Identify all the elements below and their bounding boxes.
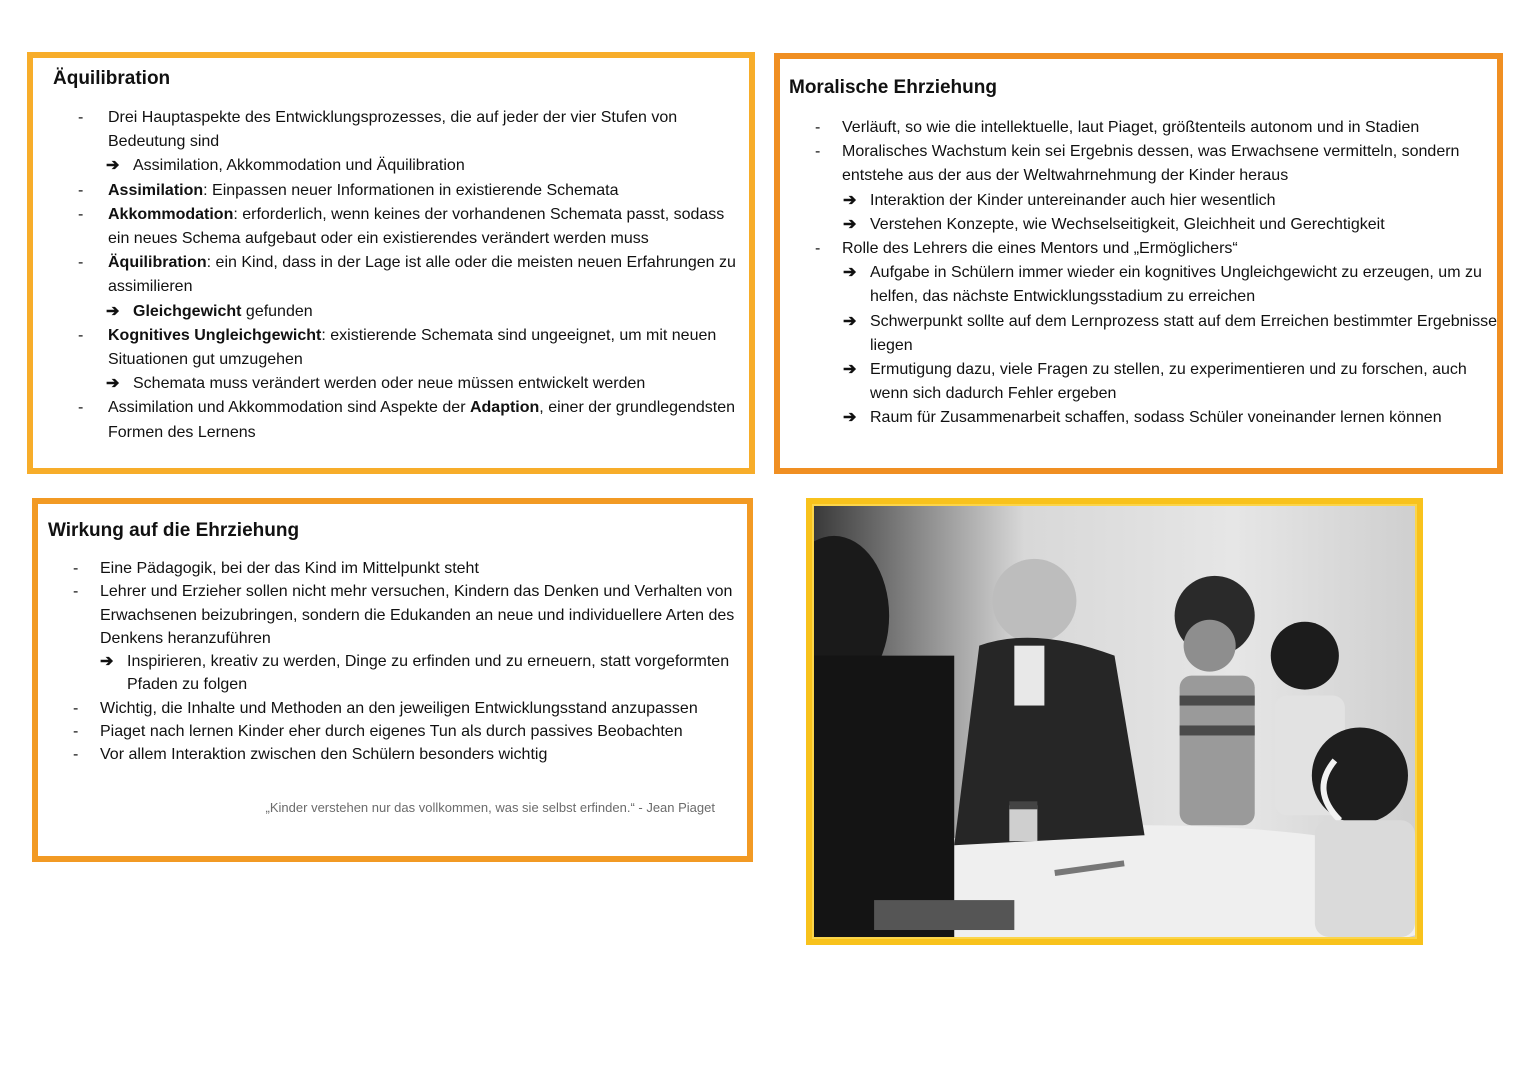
list-subitem: ➔ Schemata muss verändert werden oder neue müssen entwickelt werden bbox=[78, 372, 748, 396]
list-subitem: ➔ Raum für Zusammenarbeit schaffen, sodass Schüler voneinander lernen können bbox=[815, 406, 1500, 430]
equilibration-box bbox=[27, 52, 755, 474]
list-item: - Moralisches Wachstum kein sei Ergebnis dessen, was Erwachsene vermitteln, sondern entstehe aus der aus der Weltwahrnehmung der Kinder heraus bbox=[815, 140, 1500, 188]
list-subitem: ➔ Schwerpunkt sollte auf dem Lernprozess statt auf dem Erreichen bestimmter Ergebnisse liegen bbox=[815, 310, 1500, 358]
arrow-icon: ➔ bbox=[106, 302, 120, 320]
arrow-icon: ➔ bbox=[106, 157, 120, 175]
list-item: - Akkommodation: erforderlich, wenn keines der vorhandenen Schemata passt, sodass ein neues Schema aufgebaut oder ein existierendes verändert werden muss bbox=[78, 203, 748, 251]
arrow-icon: ➔ bbox=[843, 264, 857, 282]
arrow-icon: ➔ bbox=[843, 312, 857, 330]
list-item: - Kognitives Ungleichgewicht: existierende Schemata sind ungeeignet, um mit neuen Situationen gut umzugehen bbox=[78, 324, 748, 372]
arrow-icon: ➔ bbox=[843, 215, 857, 233]
arrow-icon: ➔ bbox=[106, 375, 120, 393]
moral-education-title: Moralische Ehrziehung bbox=[789, 77, 997, 98]
effect-on-education-title: Wirkung auf die Ehrziehung bbox=[48, 520, 300, 541]
moral-education-list bbox=[815, 116, 1500, 431]
arrow-icon: ➔ bbox=[843, 409, 857, 427]
arrow-icon: ➔ bbox=[100, 653, 114, 671]
arrow-icon: ➔ bbox=[843, 191, 857, 209]
list-subitem: ➔ Assimilation, Akkommodation und Äquilibration bbox=[78, 154, 748, 178]
list-subitem: ➔ Ermutigung dazu, viele Fragen zu stellen, zu experimentieren und zu forschen, auch wenn sich dadurch Fehler ergeben bbox=[815, 358, 1500, 406]
list-item: - Drei Hauptaspekte des Entwicklungsprozesses, die auf jeder der vier Stufen von Bedeutung sind bbox=[78, 106, 748, 154]
list-subitem: ➔ Inspirieren, kreativ zu werden, Dinge zu erfinden und zu erneuern, statt vorgeformten Pfaden zu folgen bbox=[73, 650, 738, 697]
photo-frame bbox=[806, 498, 1423, 945]
list-subitem: ➔ Verstehen Konzepte, wie Wechselseitigkeit, Gleichheit und Gerechtigkeit bbox=[815, 213, 1500, 237]
classroom-photo-illustration bbox=[814, 506, 1415, 937]
list-item: - Verläuft, so wie die intellektuelle, laut Piaget, größtenteils autonom und in Stadien bbox=[815, 116, 1500, 140]
list-item: - Lehrer und Erzieher sollen nicht mehr versuchen, Kindern das Denken und Verhalten von Erwachsenen beizubringen, sondern die Edukanden an neue und individuellere Arten des Denkens heranzuführen bbox=[73, 580, 738, 650]
list-item: - Wichtig, die Inhalte und Methoden an den jeweiligen Entwicklungsstand anzupassen bbox=[73, 697, 738, 720]
list-subitem: ➔ Aufgabe in Schülern immer wieder ein kognitives Ungleichgewicht zu erzeugen, um zu helfen, das nächste Entwicklungsstadium zu erreichen bbox=[815, 261, 1500, 309]
effect-on-education-box bbox=[32, 498, 753, 862]
list-item: - Äquilibration: ein Kind, dass in der Lage ist alle oder die meisten neuen Erfahrungen zu assimilieren bbox=[78, 251, 748, 299]
list-item: - Piaget nach lernen Kinder eher durch eigenes Tun als durch passives Beobachten bbox=[73, 720, 738, 743]
list-item: - Eine Pädagogik, bei der das Kind im Mittelpunkt steht bbox=[73, 557, 738, 580]
classroom-photo bbox=[814, 506, 1415, 937]
piaget-quote: „Kinder verstehen nur das vollkommen, was sie selbst erfinden.“ - Jean Piaget bbox=[265, 800, 715, 815]
equilibration-list bbox=[78, 106, 748, 445]
list-item: - Assimilation und Akkommodation sind Aspekte der Adaption, einer der grundlegendsten Formen des Lernens bbox=[78, 396, 748, 444]
equilibration-title: Äquilibration bbox=[53, 68, 171, 89]
list-item: - Rolle des Lehrers die eines Mentors und „Ermöglichers“ bbox=[815, 237, 1500, 261]
list-item: - Assimilation: Einpassen neuer Informationen in existierende Schemata bbox=[78, 179, 748, 203]
list-subitem: ➔ Gleichgewicht gefunden bbox=[78, 300, 748, 324]
effect-on-education-list bbox=[73, 557, 738, 767]
list-item: - Vor allem Interaktion zwischen den Schülern besonders wichtig bbox=[73, 743, 738, 766]
list-subitem: ➔ Interaktion der Kinder untereinander auch hier wesentlich bbox=[815, 189, 1500, 213]
moral-education-box bbox=[774, 53, 1503, 474]
arrow-icon: ➔ bbox=[843, 361, 857, 379]
